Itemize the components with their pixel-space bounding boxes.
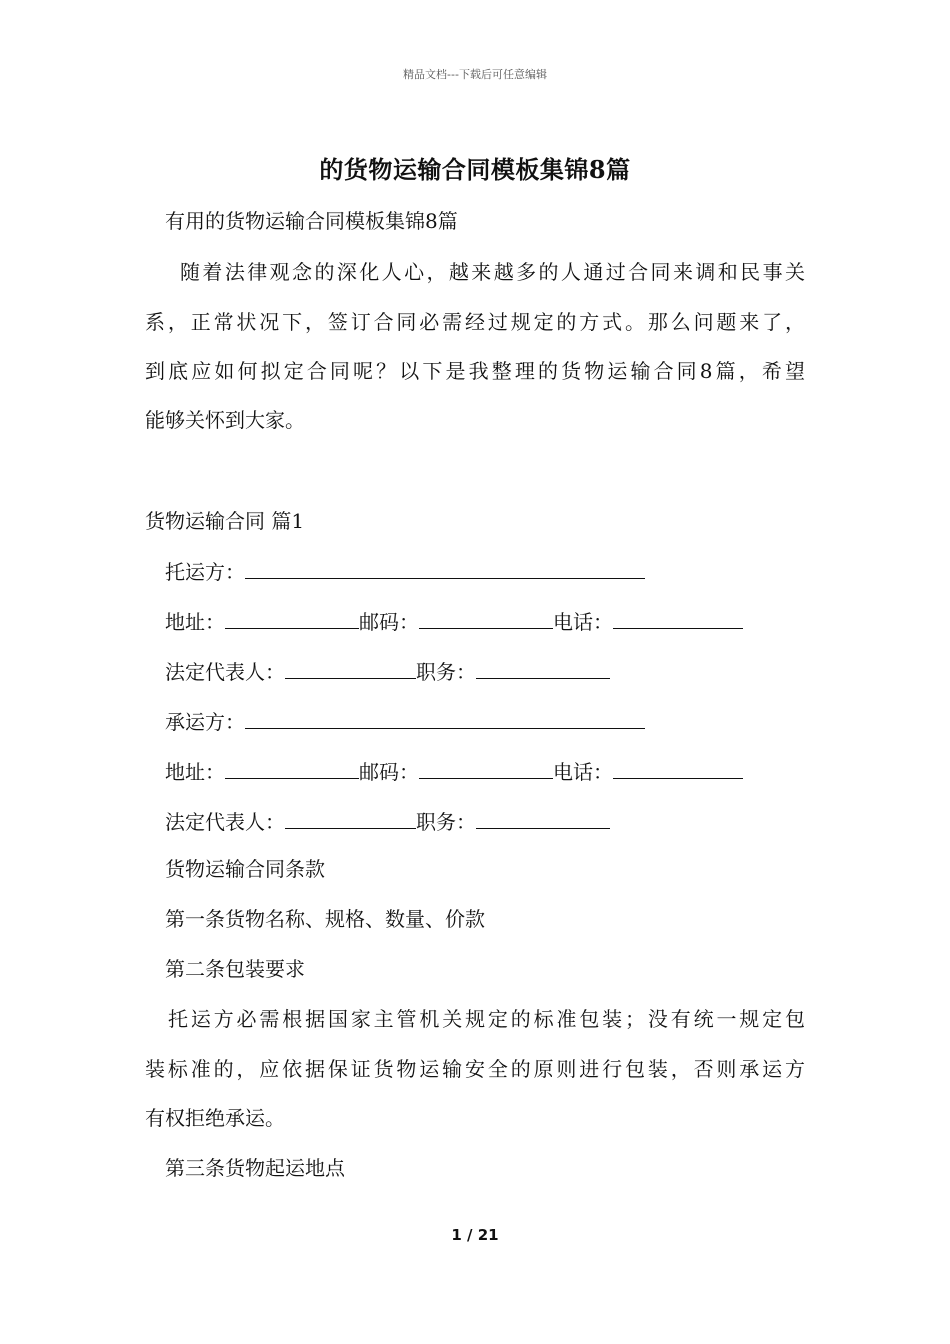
document-title: 的货物运输合同模板集锦8篇 xyxy=(319,155,631,184)
address-blank[interactable] xyxy=(225,606,359,629)
address-label: 地址： xyxy=(165,760,225,784)
shipper-blank[interactable] xyxy=(245,556,645,579)
intro-line-3: 到底应如何拟定合同呢？以下是我整理的货物运输合同8篇，希望 xyxy=(145,359,805,383)
legal-rep-blank[interactable] xyxy=(285,806,416,829)
postcode-blank[interactable] xyxy=(419,606,553,629)
intro-line-4: 能够关怀到大家。 xyxy=(145,408,305,432)
article-2-body-line-1: 托运方必需根据国家主管机关规定的标准包装；没有统一规定包 xyxy=(168,1007,805,1031)
phone-label: 电话： xyxy=(553,760,613,784)
carrier-rep-row xyxy=(165,806,610,836)
carrier-address-row xyxy=(165,756,743,786)
section-heading: 货物运输合同 篇1 xyxy=(145,509,305,533)
position-label: 职务： xyxy=(416,660,476,684)
article-2-body-line-3: 有权拒绝承运。 xyxy=(145,1106,285,1130)
document-subtitle: 有用的货物运输合同模板集锦8篇 xyxy=(165,209,458,233)
shipper-label: 托运方： xyxy=(165,560,245,584)
phone-blank[interactable] xyxy=(613,756,743,779)
position-blank[interactable] xyxy=(476,806,610,829)
carrier-row xyxy=(165,706,645,736)
carrier-label: 承运方： xyxy=(165,710,245,734)
position-label: 职务： xyxy=(416,810,476,834)
page-header-note: 精品文档---下载后可任意编辑 xyxy=(403,68,547,81)
shipper-rep-row xyxy=(165,656,610,686)
shipper-row xyxy=(165,556,645,586)
carrier-blank[interactable] xyxy=(245,706,645,729)
shipper-address-row xyxy=(165,606,743,636)
article-2: 第二条包装要求 xyxy=(165,957,305,981)
position-blank[interactable] xyxy=(476,656,610,679)
phone-blank[interactable] xyxy=(613,606,743,629)
postcode-label: 邮码： xyxy=(359,760,419,784)
postcode-blank[interactable] xyxy=(419,756,553,779)
legal-rep-blank[interactable] xyxy=(285,656,416,679)
clauses-heading: 货物运输合同条款 xyxy=(165,857,325,881)
article-1: 第一条货物名称、规格、数量、价款 xyxy=(165,907,485,931)
address-label: 地址： xyxy=(165,610,225,634)
postcode-label: 邮码： xyxy=(359,610,419,634)
legal-rep-label: 法定代表人： xyxy=(165,810,285,834)
intro-line-2: 系，正常状况下，签订合同必需经过规定的方式。那么问题来了， xyxy=(145,310,805,334)
phone-label: 电话： xyxy=(553,610,613,634)
article-2-body-line-2: 装标准的，应依据保证货物运输安全的原则进行包装，否则承运方 xyxy=(145,1057,805,1081)
intro-line-1: 随着法律观念的深化人心，越来越多的人通过合同来调和民事关 xyxy=(180,260,805,284)
address-blank[interactable] xyxy=(225,756,359,779)
page-number: 1 / 21 xyxy=(451,1226,499,1244)
article-3: 第三条货物起运地点 xyxy=(165,1156,345,1180)
legal-rep-label: 法定代表人： xyxy=(165,660,285,684)
